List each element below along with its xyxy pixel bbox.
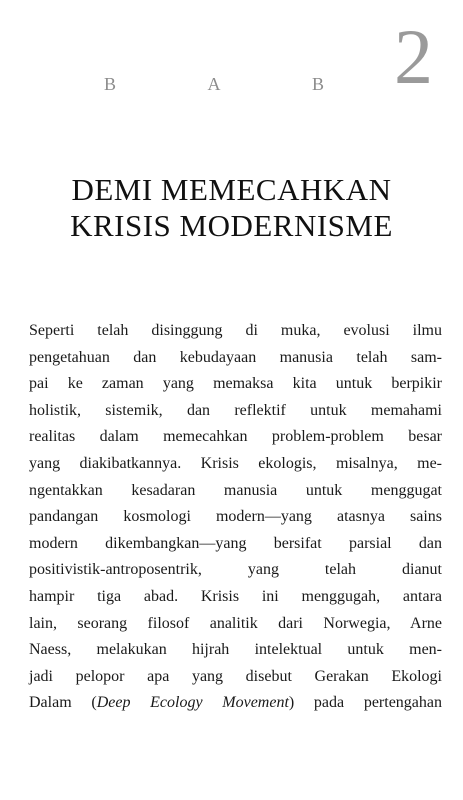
paragraph-line: holistik, sistemik, dan reflektif untuk memahami — [29, 401, 442, 419]
paragraph-line: hampir tiga abad. Krisis ini menggugah, antara — [29, 587, 442, 605]
paragraph-line: Naess, melakukan hijrah intelektual untuk men- — [29, 641, 442, 659]
chapter-label-letter: A — [207, 74, 221, 94]
chapter-number: 2 — [394, 13, 433, 100]
chapter-title — [0, 172, 463, 244]
italic-term: Deep Ecology Movement — [96, 694, 289, 712]
paragraph-line: modern dikembangkan—yang bersifat parsial dan — [29, 534, 442, 552]
paragraph-line: positivistik-antroposentrik, yang telah dianut — [29, 561, 442, 579]
paragraph-line: yang diakibatkannya. Krisis ekologis, misalnya, me- — [29, 454, 442, 472]
paragraph-line: pandangan kosmologi modern—yang atasnya sains — [29, 508, 442, 526]
paragraph-line: pengetahuan dan kebudayaan manusia telah sam- — [29, 348, 442, 366]
last-line-text: ) pada pertengahan — [288, 694, 443, 712]
paragraph-line: Seperti telah disinggung di muka, evolusi ilmu — [29, 322, 442, 339]
chapter-title-line: DEMI MEMECAHKAN — [71, 172, 392, 207]
chapter-label-letter: B — [104, 74, 117, 94]
chapter-label-letter: B — [311, 74, 324, 94]
chapter-title-line: KRISIS MODERNISME — [70, 208, 393, 243]
last-line-text: Dalam ( — [29, 694, 97, 712]
chapter-label — [104, 74, 324, 95]
paragraph-line: pai ke zaman yang memaksa kita untuk berpikir — [29, 375, 442, 393]
paragraph-line: realitas dalam memecahkan problem-problem besar — [29, 428, 442, 446]
paragraph-line: lain, seorang filosof analitik dari Norwegia, Arne — [29, 614, 442, 632]
paragraph-last-line — [29, 690, 442, 717]
paragraph-line: jadi pelopor apa yang disebut Gerakan Ekologi — [29, 667, 442, 685]
paragraph-line: ngentakkan kesadaran manusia untuk menggugat — [29, 481, 442, 499]
body-paragraph — [29, 318, 442, 717]
